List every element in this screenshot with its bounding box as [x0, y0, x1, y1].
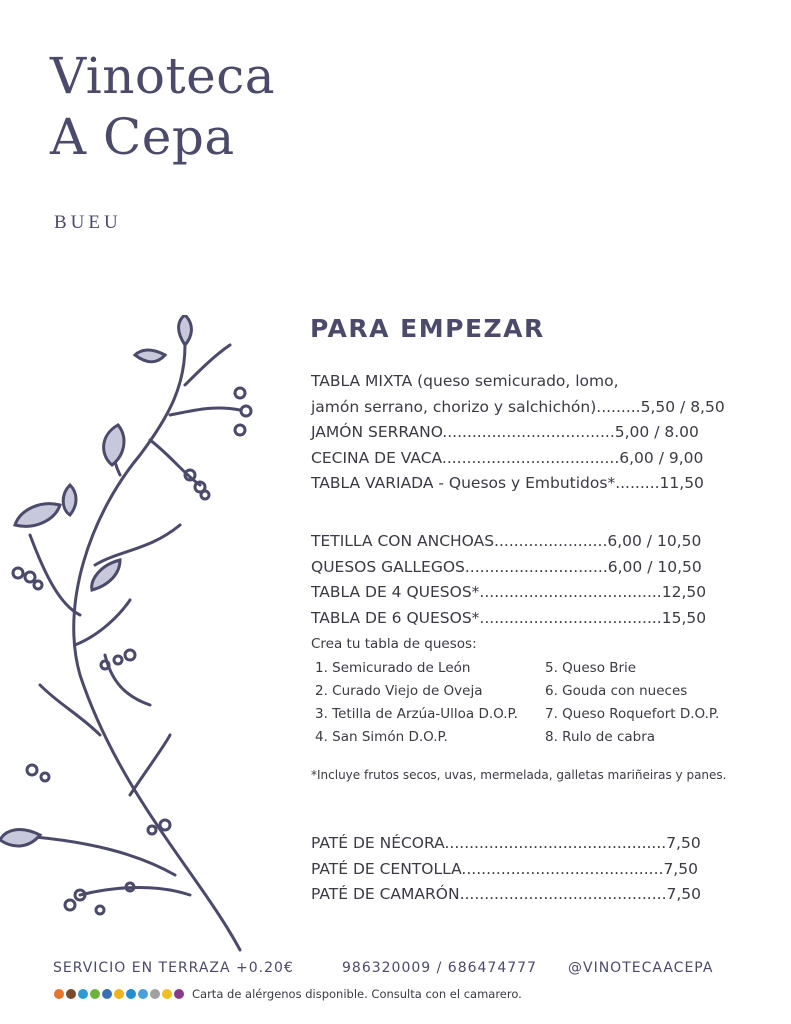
- menu-line: TABLA MIXTA (queso semicurado, lomo,: [311, 372, 619, 390]
- allergens-info: [54, 987, 522, 1001]
- cheese-item: 3. Tetilla de Arzúa-Ulloa D.O.P.: [315, 706, 518, 722]
- title-line-1: Vinoteca: [50, 47, 276, 105]
- menu-line: JAMÓN SERRANO...................................5,00 / 8.00: [311, 423, 699, 441]
- phone-numbers: 986320009 / 686474777: [342, 960, 537, 976]
- menu-line: jamón serrano, chorizo y salchichón).........5,50 / 8,50: [311, 397, 725, 416]
- allergen-icon: [126, 989, 136, 999]
- menu-line: TABLA DE 4 QUESOS*.....................................12,50: [311, 583, 707, 601]
- allergen-icon: [174, 989, 184, 999]
- allergen-icon: [66, 989, 76, 999]
- terrace-service: SERVICIO EN TERRAZA +0.20€: [53, 960, 294, 976]
- allergen-icon: [90, 989, 100, 999]
- botanical-branch-illustration: [0, 315, 270, 955]
- title-line-2: A Cepa: [50, 108, 235, 166]
- allergen-icon: [54, 989, 64, 999]
- cheese-item: 8. Rulo de cabra: [545, 729, 656, 745]
- cheese-item: 5. Queso Brie: [545, 660, 637, 676]
- menu-line: TABLA VARIADA - Quesos y Embutidos*.........11,50: [311, 474, 704, 492]
- cheese-item: 7. Queso Roquefort D.O.P.: [545, 706, 720, 722]
- menu-line: QUESOS GALLEGOS.............................6,00 / 10,50: [311, 557, 702, 576]
- cheese-item: 6. Gouda con nueces: [545, 683, 688, 699]
- menu-group-1: [311, 369, 741, 497]
- allergen-icon: [114, 989, 124, 999]
- allergen-icon: [150, 989, 160, 999]
- menu-line: TABLA DE 6 QUESOS*.....................................15,50: [311, 608, 707, 627]
- allergen-icon: [78, 989, 88, 999]
- menu-group-2: [311, 529, 741, 749]
- footnote: [311, 766, 741, 784]
- menu-line: TETILLA CON ANCHOAS.......................6,00 / 10,50: [311, 532, 702, 550]
- cheese-item: 4. San Simón D.O.P.: [315, 729, 448, 745]
- menu-line: PATÉ DE CENTOLLA.........................................7,50: [311, 859, 698, 878]
- cheese-board-title: Crea tu tabla de quesos:: [311, 636, 477, 652]
- menu-group-3: [311, 831, 741, 908]
- menu-line: PATÉ DE NÉCORA.............................................7,50: [311, 834, 701, 852]
- cheese-item: 2. Curado Viejo de Oveja: [315, 683, 483, 699]
- cheese-item: 1. Semicurado de León: [315, 660, 471, 676]
- allergen-icons: [54, 989, 184, 999]
- menu-line: PATÉ DE CAMARÓN..........................................7,50: [311, 885, 702, 903]
- cheese-list: [315, 657, 741, 749]
- allergen-icon: [138, 989, 148, 999]
- social-handle: @VINOTECAACEPA: [568, 960, 714, 976]
- location-label: BUEU: [54, 212, 122, 233]
- allergen-icon: [162, 989, 172, 999]
- section-title: PARA EMPEZAR: [310, 314, 545, 343]
- footnote-text: *Incluye frutos secos, uvas, mermelada, galletas mariñeiras y panes.: [311, 768, 727, 782]
- allergen-icon: [102, 989, 112, 999]
- restaurant-title: [50, 46, 275, 168]
- menu-line: CECINA DE VACA....................................6,00 / 9,00: [311, 448, 704, 467]
- allergens-text: Carta de alérgenos disponible. Consulta con el camarero.: [192, 987, 522, 1001]
